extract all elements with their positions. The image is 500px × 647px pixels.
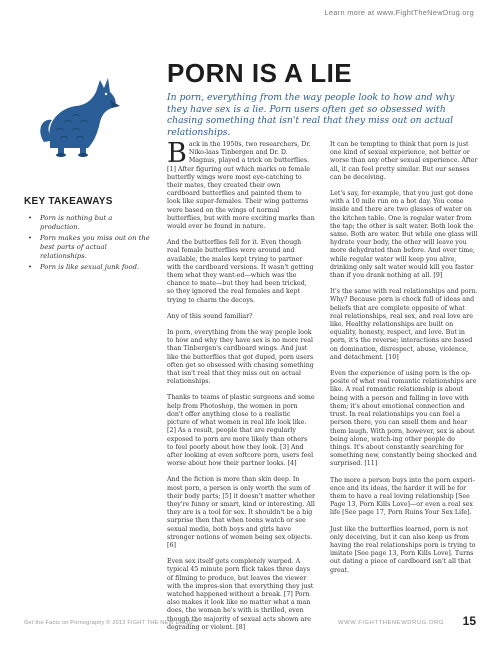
paragraph: And the fiction is more than skin deep. In most porn, a person is only worth the sum of their body parts; [5] it doesn't matter whether they're funny or smart, kind or interesting. All they are is a tool for sex. It shouldn't be a big surprise then that when teens watch or see sexual media, both boys and girls have stronger notions of women being sex objects. [6] [167, 476, 316, 549]
list-item: • Porn makes you miss out on the best parts of actual relationships. [28, 234, 153, 261]
list-item: • Porn is nothing but a production. [28, 214, 153, 232]
paragraph: Even the experience of using porn is the op-posite of what real romantic relationships are like. A real romantic relationship is about being with a person and falling in love with them; it's about emotional connection and trust. In real relationships you can feel a person there, you can smell them and hear them laugh. With porn, however, sex is about being alone, watch-ing other people do things. It's about constantly searching for something new, constantly being shocked and surprised. [11] [330, 370, 477, 468]
article-column-2 [330, 141, 478, 583]
paragraph: It's the same with real relationships and porn. Why? Because porn is chock full of ideas and beliefs that are complete opposite of what real relationships, real sex, and real love are like. Healthy relationships are built on equality, honesty, respect, and love. But in porn, it's the reverse; interactions are based on domination, disrespect, abuse, violence, and detachment. [10] [330, 288, 478, 361]
list-item: • Porn is like sexual junk food. [28, 263, 153, 272]
paragraph: Back in the 1950s, two researchers, Dr. Niko-laas Tinbergen and Dr. D. Magnus, played a trick on butterflies. [1] After figuring out which marks on female butterfly wings were most eye-catching to their mates, they created their own cardboard butterflies and painted them to look like super-females. Their wing patterns were based on the wings of normal butterflies, but with more exciting marks than would ever be found in nature. [167, 138, 315, 231]
wolf-illustration-icon [36, 70, 122, 158]
drop-cap: B [167, 138, 187, 169]
paragraph: It can be tempting to think that porn is just one kind of sexual experience, not better or worse than any other sexual experience. After all, it can feel pretty similar. But our senses can be deceiving. [330, 141, 478, 181]
key-takeaways-list [28, 214, 153, 274]
key-takeaways-title: KEY TAKEAWAYS [24, 196, 113, 207]
paragraph: Let's say, for example, that you just got done with a 10 mile run on a hot day. You come inside and there are two glasses of water on the kitchen table. One is regular water from the tap; the other is salt water. Both look the same. Both are water. But while one glass will hydrate your body, the other will leave you more dehydrated than before. And over time, while regular water will keep you alive, drinking only salt water would kill you faster than if you drank nothing at all. [9] [330, 190, 478, 280]
paragraph: In porn, everything from the way people look to how and why they have sex is no more real than Tinbergen's cardboard wings. And just like the butterflies that got duped, porn users often get so obsessed with chasing something that isn't real that they miss out on actual relationships. [167, 329, 314, 386]
paragraph: Any of this sound familiar? [167, 312, 253, 320]
page-number: 15 [462, 614, 476, 628]
paragraph: Even sex itself gets completely warped. A typical 45 minute porn flick takes three days of filming to produce, but leaves the viewer with the impres-sion that everything they just watched happened without a break. [7] Porn also makes it look like no matter what a man does, the woman he's with is thrilled, even though the majority of sexual acts shown are degrading or violent. [8] [167, 558, 314, 631]
article-lede: In porn, everything from the way people look to how and why they have sex is a lie. Porn users often get so obsessed with chasing something that isn't real that they miss out on actual relationships. [167, 92, 455, 138]
footer-website-link[interactable]: WWW.FIGHTTHENEWDRUG.ORG [338, 620, 444, 626]
paragraph: The more a person buys into the porn experi-ence and its ideas, the harder it will be for them to have a real loving relationship [See Page 13, Porn Kills Love]—or even a real sex life [See page 17, Porn Ruins Your Sex Life]. [330, 476, 475, 517]
article-column-1 [167, 138, 316, 640]
page-title: PORN IS A LIE [167, 58, 353, 88]
website-link[interactable]: Learn more at www.FightTheNewDrug.org [324, 8, 474, 17]
paragraph: Thanks to teams of plastic surgeons and some help from Photoshop, the women in porn don't offer anything close to a realistic picture of what women in real life look like. [2] As a result, people that are regularly exposed to porn are more likely than others to feel poorly about how they look. [3] And after looking at even softcore porn, users feel worse about how their partner looks. [4] [167, 394, 315, 468]
footer-copyright: Get the Facts on Pornography © 2013 FIGHT THE NEW DRUG™ [24, 620, 199, 626]
paragraph: And the butterflies fell for it. Even though real female butterflies were around and available, the males kept trying to partner with the cardboard versions. It wasn't getting them what they want-ed—which was the chance to mate—but they had been tricked, so they ignored the real females and kept trying to charm the decoys. [167, 239, 314, 304]
paragraph: Just like the butterflies learned, porn is not only deceiving, but it can also keep us from having the real relationships porn is trying to imitate [See page 13, Porn Kills Love]. Turns out dating a piece of cardboard isn't all that great. [330, 525, 476, 574]
